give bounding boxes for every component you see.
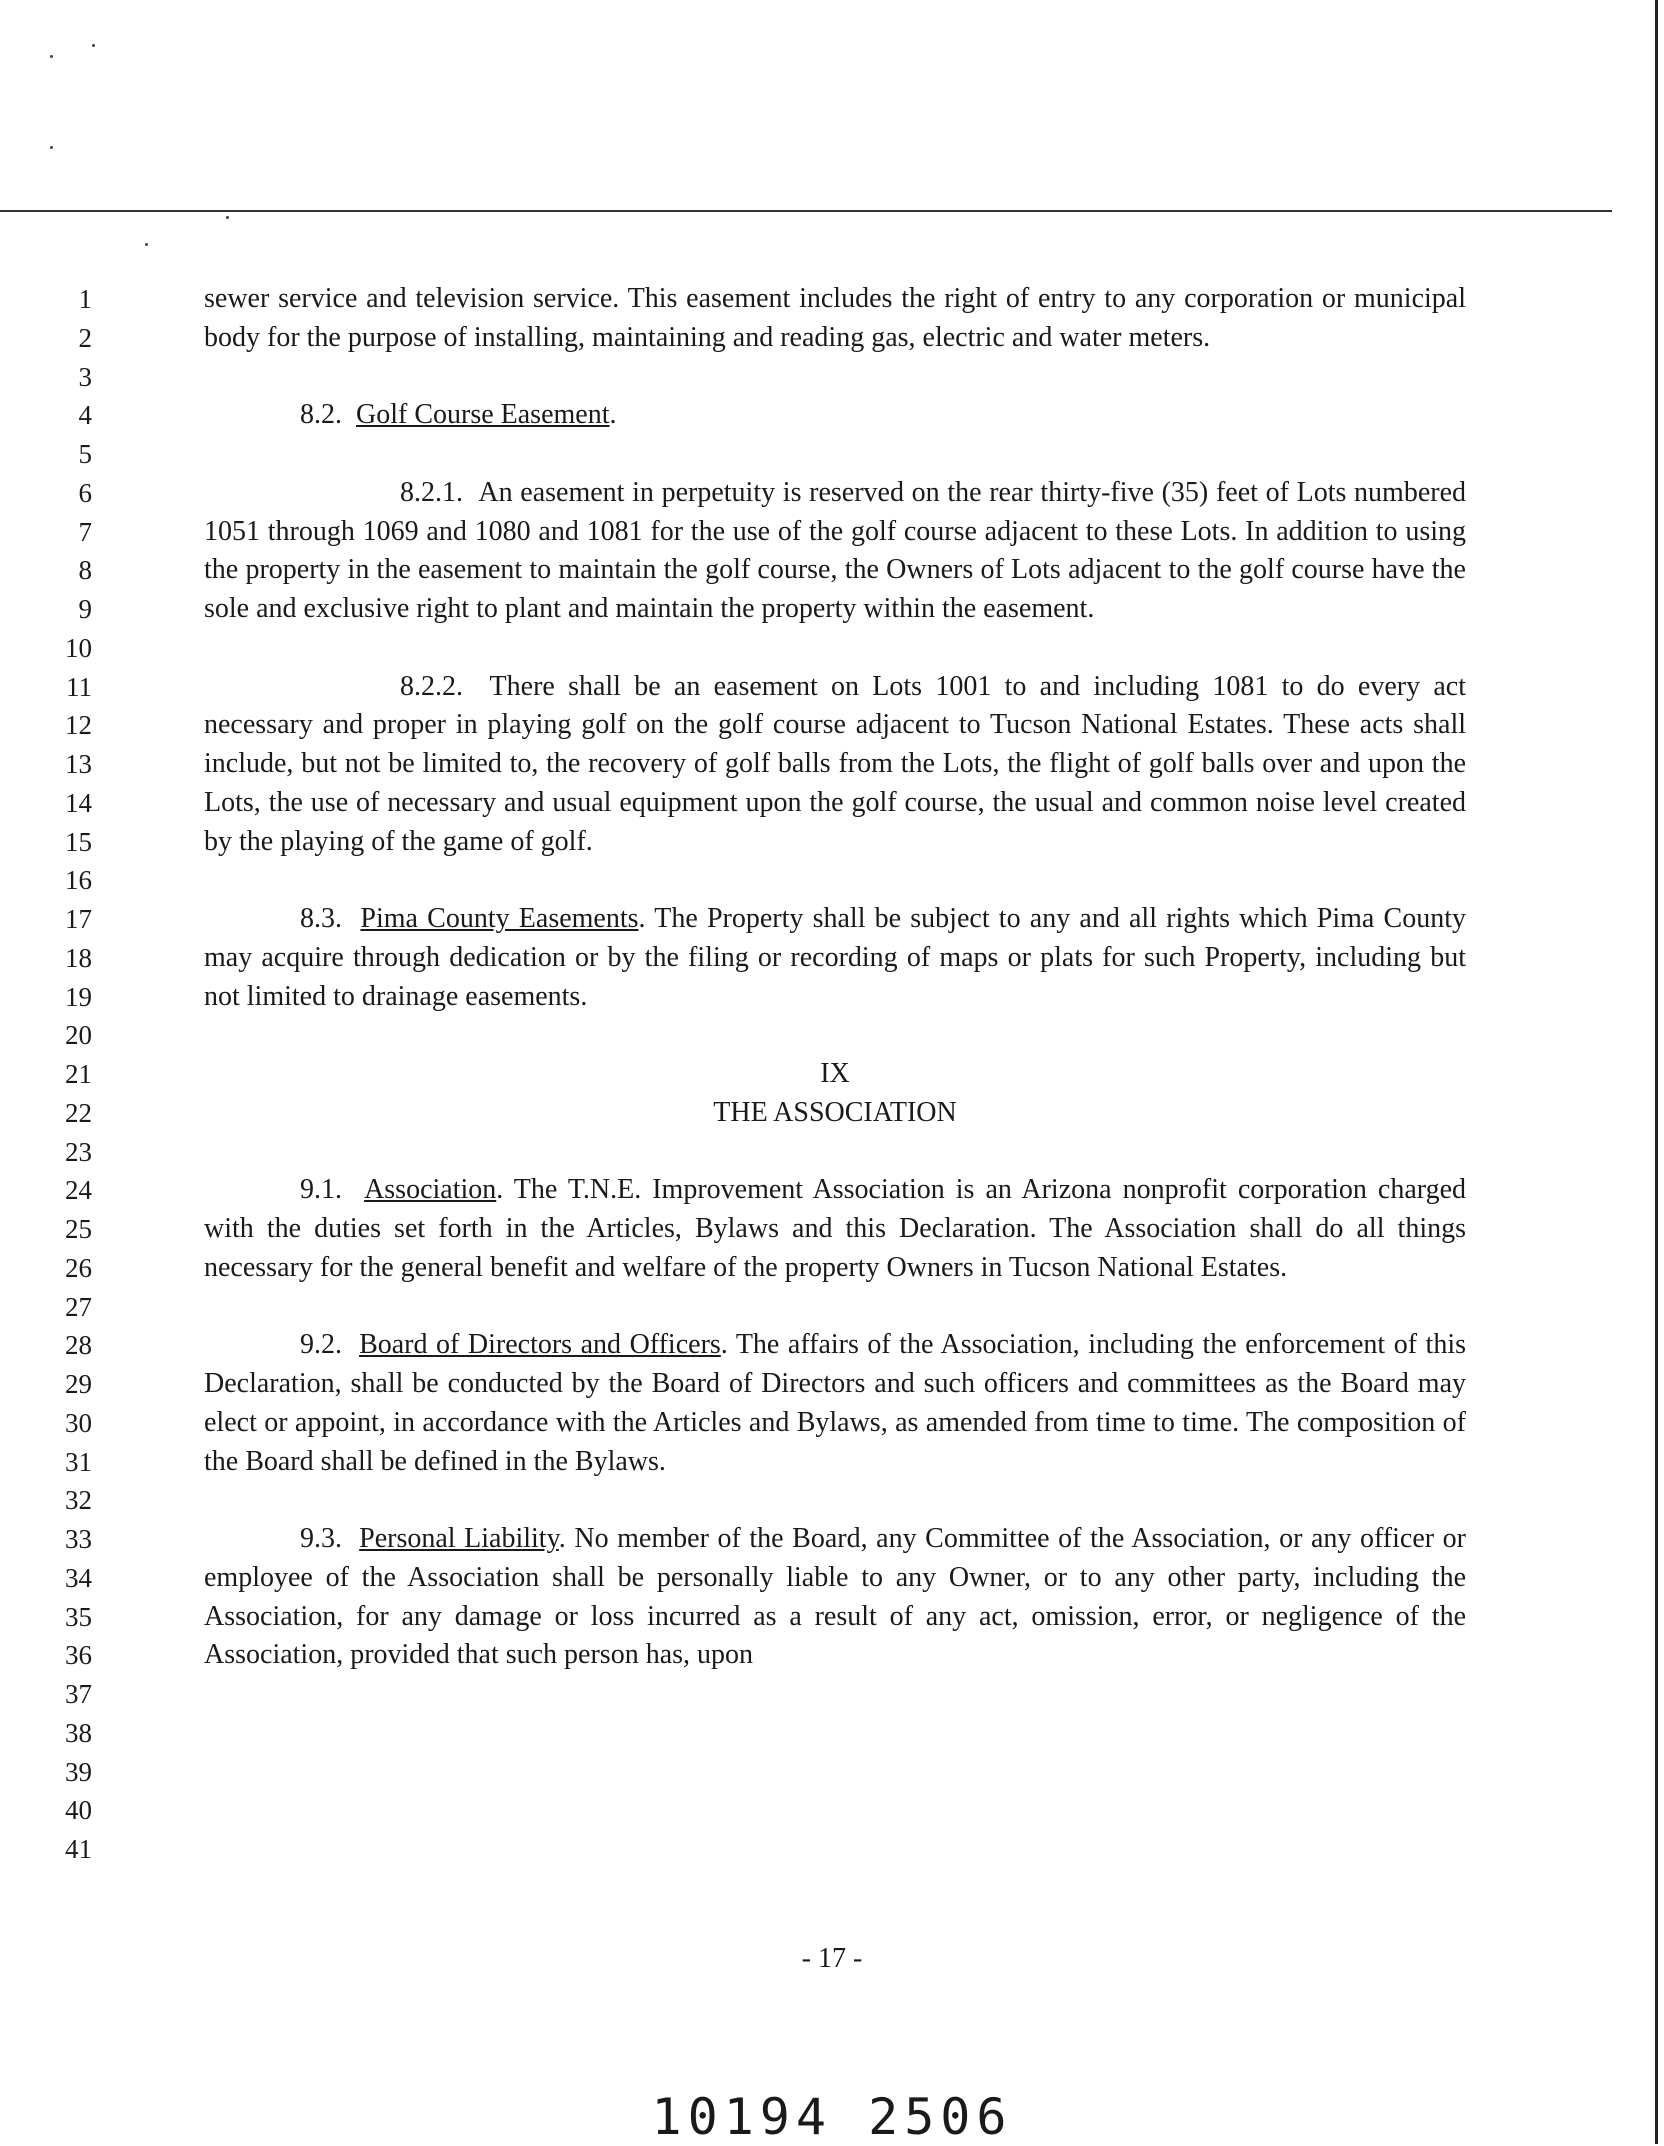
line-number: 3 <box>78 361 92 392</box>
section-title: Golf Course Easement <box>356 399 610 431</box>
article-numeral: IX <box>820 1058 850 1089</box>
line-number: 30 <box>65 1407 92 1438</box>
line-number: 27 <box>65 1291 92 1322</box>
line-number: 20 <box>65 1020 92 1051</box>
header-rule <box>0 210 1612 212</box>
line-number: 28 <box>65 1330 92 1361</box>
line-number: 22 <box>65 1097 92 1128</box>
line-number: 19 <box>65 981 92 1012</box>
page-edge-border <box>1655 0 1658 2144</box>
recording-stamp: 10194 2506 <box>651 2088 1013 2146</box>
line-number: 1 <box>78 284 92 314</box>
section-title: Personal Liability <box>359 1523 559 1554</box>
section-title: Pima County Easements <box>360 903 639 934</box>
line-number-column <box>40 280 92 1869</box>
line-number: 33 <box>65 1524 92 1554</box>
document-body <box>204 280 1466 1675</box>
line-number: 37 <box>65 1679 92 1709</box>
line-number: 39 <box>65 1756 92 1787</box>
page-number: - 17 - <box>801 1943 863 1974</box>
line-number: 23 <box>65 1136 92 1167</box>
line-number: 41 <box>65 1834 92 1864</box>
scan-speck <box>145 243 148 246</box>
line-number: 14 <box>65 787 92 818</box>
line-number: 24 <box>65 1175 92 1206</box>
line-number: 34 <box>65 1562 92 1593</box>
line-number: 10 <box>65 632 92 663</box>
line-number: 36 <box>65 1640 92 1671</box>
line-number: 35 <box>65 1601 92 1632</box>
section-9-3: 9.3. Personal Liability. No member of the Board, any Committee of the Association, or any officer or employee of the Association shall be personally liable to any Owner, or to any other party, including the Association, for any damage or loss incurred as a result of any act, omission, error, or negligence of the Association, provided that such person has, upon <box>204 1523 1466 1671</box>
section-title: Board of Directors and Officers <box>359 1329 721 1361</box>
paragraph-continuation: sewer service and television service. This easement includes the right of entry to any corporation or municipal body for the purpose of installing, maintaining and reading gas, electric and water meters. <box>204 283 1466 353</box>
line-number: 2 <box>78 322 92 353</box>
scan-speck <box>226 216 229 219</box>
line-number: 12 <box>65 710 92 741</box>
line-number: 6 <box>78 477 92 508</box>
section-8-2-1: 8.2.1. An easement in perpetuity is reserved on the rear thirty-five (35) feet of Lots numbered 1051 through 1069 and 1080 and 1081 for the use of the golf course adjacent to these Lots. In addition to using the property in the easement to maintain the golf course, the Owners of Lots adjacent to the golf course have the sole and exclusive right to plant and maintain the property within the easement. <box>204 476 1467 624</box>
line-number: 25 <box>65 1214 92 1244</box>
article-title: THE ASSOCIATION <box>713 1096 957 1128</box>
line-number: 16 <box>65 865 92 896</box>
line-number: 13 <box>65 749 92 779</box>
section-9-2: 9.2. Board of Directors and Officers. The affairs of the Association, including the enforcement of this Declaration, shall be conducted by the Board of Directors and such officers and committees as the Board may elect or appoint, in accordance with the Articles and Bylaws, as amended from time to time. The composition of the Board shall be defined in the Bylaws. <box>204 1329 1467 1477</box>
line-number: 8 <box>78 555 92 586</box>
section-8-2-2: 8.2.2. There shall be an easement on Lots 1001 to and including 1081 to do every act necessary and proper in playing golf on the golf course adjacent to Tucson National Estates. These acts shall include, but not be limited to, the recovery of golf balls from the Lots, the flight of golf balls over and upon the Lots, the use of necessary and usual equipment upon the golf course, the usual and common noise level created by the playing of the game of golf. <box>204 670 1466 857</box>
line-number: 4 <box>78 400 92 431</box>
scan-speck <box>50 146 53 149</box>
line-number: 11 <box>66 671 92 702</box>
line-number: 29 <box>65 1369 92 1399</box>
section-8-3: 8.3. Pima County Easements. The Property shall be subject to any and all rights which Pima County may acquire through dedication or by the filing or recording of maps or plats for such Property, including but not limited to drainage easements. <box>204 903 1466 1012</box>
line-number: 17 <box>65 904 92 934</box>
section-9-1: 9.1. Association. The T.N.E. Improvement Association is an Arizona nonprofit corporation charged with the duties set forth in the Articles, Bylaws and this Declaration. The Association shall do all things necessary for the general benefit and welfare of the property Owners in Tucson National Estates. <box>204 1174 1467 1283</box>
line-number: 5 <box>78 439 92 469</box>
line-number: 15 <box>65 826 92 857</box>
line-number: 9 <box>78 594 92 624</box>
line-number: 21 <box>65 1059 92 1089</box>
section-title: Association <box>364 1174 497 1206</box>
scan-speck <box>92 44 95 47</box>
scan-speck <box>50 55 53 58</box>
line-number: 40 <box>65 1795 92 1826</box>
line-number: 26 <box>65 1252 92 1283</box>
line-number: 32 <box>65 1485 92 1516</box>
section-8-2-heading: 8.2. Golf Course Easement. <box>300 399 617 431</box>
line-number: 18 <box>65 942 92 973</box>
line-number: 7 <box>78 516 92 547</box>
line-number: 31 <box>65 1446 92 1477</box>
line-number: 38 <box>65 1717 92 1748</box>
